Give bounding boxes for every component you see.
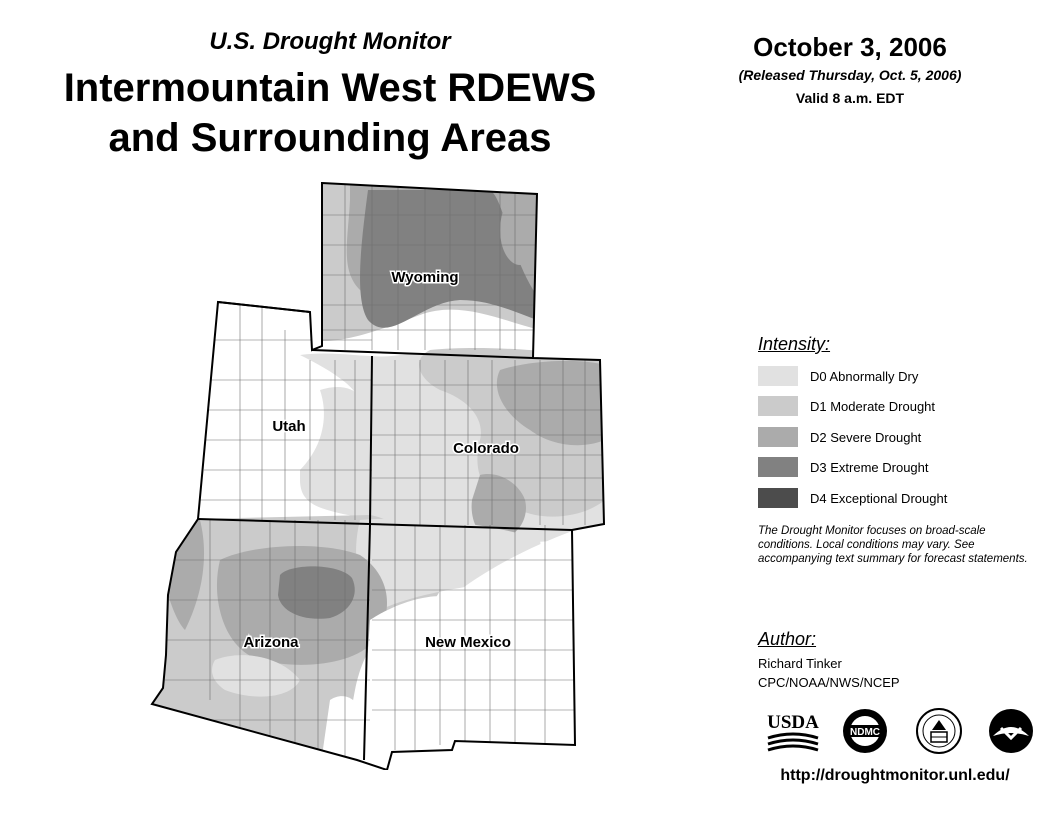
legend-item-d2	[758, 427, 921, 447]
noaa-logo	[988, 708, 1034, 759]
author-name: Richard Tinker	[758, 656, 842, 671]
map-title-line-1: Intermountain West RDEWS	[63, 66, 597, 110]
legend-swatch-d1	[758, 396, 798, 416]
legend-heading: Intensity:	[758, 334, 831, 354]
legend-swatch-d4	[758, 488, 798, 508]
usda-logo	[766, 708, 820, 759]
valid-time: Valid 8 a.m. EDT	[795, 90, 905, 106]
drought-intensity-layer	[150, 180, 610, 770]
release-date: (Released Thursday, Oct. 5, 2006)	[738, 67, 962, 83]
legend-label-d3: D3 Extreme Drought	[810, 459, 929, 475]
state-label-utah: Utah	[272, 418, 306, 435]
commerce-seal-logo	[916, 708, 962, 759]
legend-label-d2: D2 Severe Drought	[810, 429, 922, 445]
drought-map	[150, 180, 610, 770]
legend-label-d4: D4 Exceptional Drought	[810, 490, 948, 506]
no-drought-new-mexico	[360, 596, 460, 770]
ndmc-logo	[842, 708, 888, 759]
map-subtitle: U.S. Drought Monitor	[209, 28, 451, 55]
legend-item-d1	[758, 396, 935, 416]
d2-area-ne-wyoming	[500, 195, 540, 265]
map-title-line-2: and Surrounding Areas	[108, 116, 552, 160]
legend-swatch-d2	[758, 427, 798, 447]
legend-label-d1: D1 Moderate Drought	[810, 398, 936, 414]
state-label-wyoming: Wyoming	[391, 269, 459, 286]
disclaimer-note: The Drought Monitor focuses on broad-scale conditions. Local conditions may vary. See accompanying text summary for forecast statements.	[758, 525, 1028, 565]
legend-label-d0: D0 Abnormally Dry	[810, 368, 919, 384]
state-label-arizona: Arizona	[243, 634, 299, 651]
d3-area-arizona	[278, 566, 355, 618]
legend-item-d3	[758, 457, 929, 477]
ndmc-logo-text: NDMC	[850, 727, 880, 738]
legend-swatch-d3	[758, 457, 798, 477]
state-label-colorado: Colorado	[453, 440, 519, 457]
author-heading: Author:	[758, 629, 817, 649]
website-url[interactable]: http://droughtmonitor.unl.edu/	[780, 767, 1010, 784]
author-organization: CPC/NOAA/NWS/NCEP	[758, 675, 900, 690]
usda-logo-text: USDA	[767, 712, 819, 733]
state-label-new-mexico: New Mexico	[425, 634, 511, 651]
legend-item-d0	[758, 366, 918, 386]
map-date: October 3, 2006	[753, 32, 947, 62]
legend-swatch-d0	[758, 366, 798, 386]
legend-item-d4	[758, 488, 947, 508]
